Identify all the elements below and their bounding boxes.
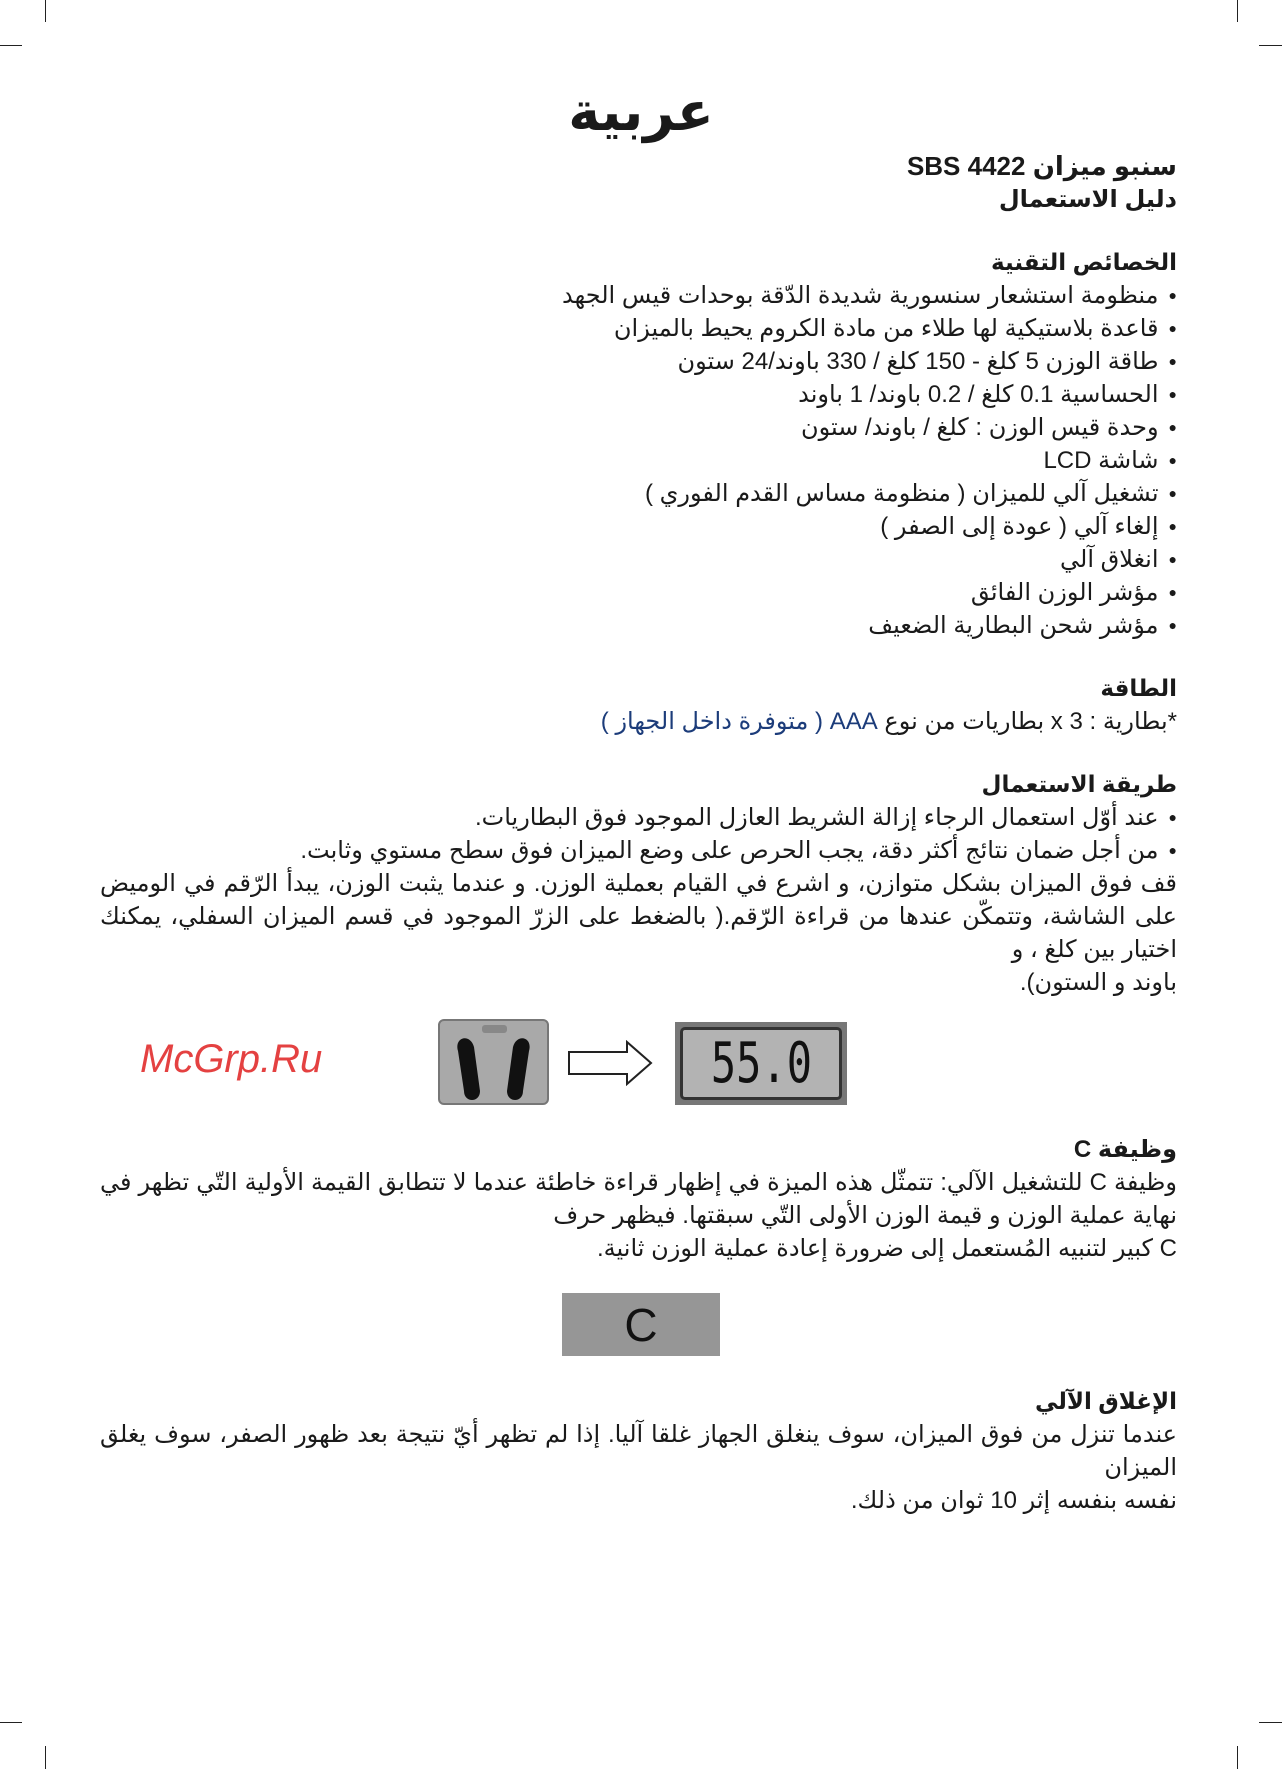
auto-off-heading: الإغلاق الآلي xyxy=(1034,1388,1177,1414)
function-c-text-end: C كبير لتنبيه المُستعمل إلى ضرورة إعادة عملية الوزن ثانية. xyxy=(596,1235,1177,1262)
model-heading: سنبو ميزان SBS 4422 xyxy=(906,151,1177,181)
c-display-row xyxy=(100,1275,1177,1375)
auto-off-text: عندما تنزل من فوق الميزان، سوف ينغلق الجهاز غلقا آليا. إذا لم تظهر أيّ نتيجة بعد ظهور الصفر، سوف يغلق الميزان xyxy=(100,1421,1178,1481)
battery-type: AAA ( متوفرة داخل الجهاز ) xyxy=(600,708,878,735)
figure-row xyxy=(100,1013,1177,1113)
crop-mark xyxy=(0,1722,22,1723)
usage-paragraph-end: باوند و الستون). xyxy=(1019,969,1177,996)
feature-item: ● طاقة الوزن 5 كلغ - 150 كلغ / 330 باوند/24 ستون xyxy=(100,345,1177,378)
feature-item: ● الحساسية 0.1 كلغ / 0.2 باوند/ 1 باوند xyxy=(100,378,1177,411)
crop-mark xyxy=(1237,0,1238,22)
arrow-right-icon xyxy=(567,1040,653,1086)
feature-item: ● إلغاء آلي ( عودة إلى الصفر ) xyxy=(100,510,1177,543)
watermark: McGrp.Ru xyxy=(140,1037,323,1081)
auto-off-text-end: نفسه بنفسه إثر 10 ثوان من ذلك. xyxy=(850,1487,1177,1514)
manual-subtitle: دليل الاستعمال xyxy=(998,186,1177,213)
features-heading: الخصائص التقنية xyxy=(991,249,1177,275)
c-display xyxy=(562,1293,720,1356)
usage-paragraph: قف فوق الميزان بشكل متوازن، و اشرع في القيام بعملية الوزن. و عندما يثبت الوزن، يبدأ الرّقم في الوميض على الشاشة، وتتمكّن عندها من قراءة الرّقم.( بالضغط على الزرّ الموجود في قسم الميزان السفلي، يمكنك اختيار بين كلغ ، و xyxy=(100,870,1177,963)
page-title: عربية xyxy=(568,82,714,142)
crop-mark xyxy=(0,45,22,46)
usage-heading: طريقة الاستعمال xyxy=(981,771,1177,797)
feature-item: ● شاشة LCD xyxy=(100,444,1177,477)
feature-item: ● مؤشر شحن البطارية الضعيف xyxy=(100,609,1177,642)
feature-item: ● منظومة استشعار سنسورية شديدة الدّقة بوحدات قيس الجهد xyxy=(100,279,1177,312)
function-c-text: وظيفة C للتشغيل الآلي: تتمثّل هذه الميزة في إظهار قراءة خاطئة عندما لا تتطابق القيمة الأولية التّي تظهر في نهاية عملية الوزن و قيمة الوزن الأولى التّي سبقتها. فيظهر حرف xyxy=(100,1169,1177,1229)
usage-bullet: ● عند أوّل استعمال الرجاء إزالة الشريط العازل الموجود فوق البطاريات. xyxy=(100,801,1177,834)
battery-text: *بطارية : 3 x بطاريات من نوع xyxy=(884,708,1177,735)
crop-mark xyxy=(45,1746,46,1769)
features-list xyxy=(100,279,1177,642)
feature-item: ● مؤشر الوزن الفائق xyxy=(100,576,1177,609)
feature-item: ● تشغيل آلي للميزان ( منظومة مساس القدم الفوري ) xyxy=(100,477,1177,510)
feature-item: ● انغلاق آلي xyxy=(100,543,1177,576)
usage-bullet: ● من أجل ضمان نتائج أكثر دقة، يجب الحرص على وضع الميزان فوق سطح مستوي وثابت. xyxy=(100,834,1177,867)
function-c-heading: وظيفة C xyxy=(1073,1136,1177,1163)
content-column xyxy=(100,0,1177,1517)
crop-mark xyxy=(45,0,46,22)
power-heading: الطاقة xyxy=(1100,675,1177,701)
crop-mark xyxy=(1259,45,1282,46)
crop-mark xyxy=(1259,1722,1282,1723)
feature-item: ● قاعدة بلاستيكية لها طلاء من مادة الكروم يحيط بالميزان xyxy=(100,312,1177,345)
feature-item: ● وحدة قيس الوزن : كلغ / باوند/ ستون xyxy=(100,411,1177,444)
battery-line xyxy=(100,705,1177,738)
lcd-value: 55.0 xyxy=(710,1031,812,1096)
c-display-letter: C xyxy=(624,1298,658,1351)
crop-mark xyxy=(1237,1746,1238,1769)
feet-icon xyxy=(440,1021,547,1103)
lcd-display xyxy=(675,1022,847,1105)
scale-feet-image xyxy=(438,1019,549,1105)
